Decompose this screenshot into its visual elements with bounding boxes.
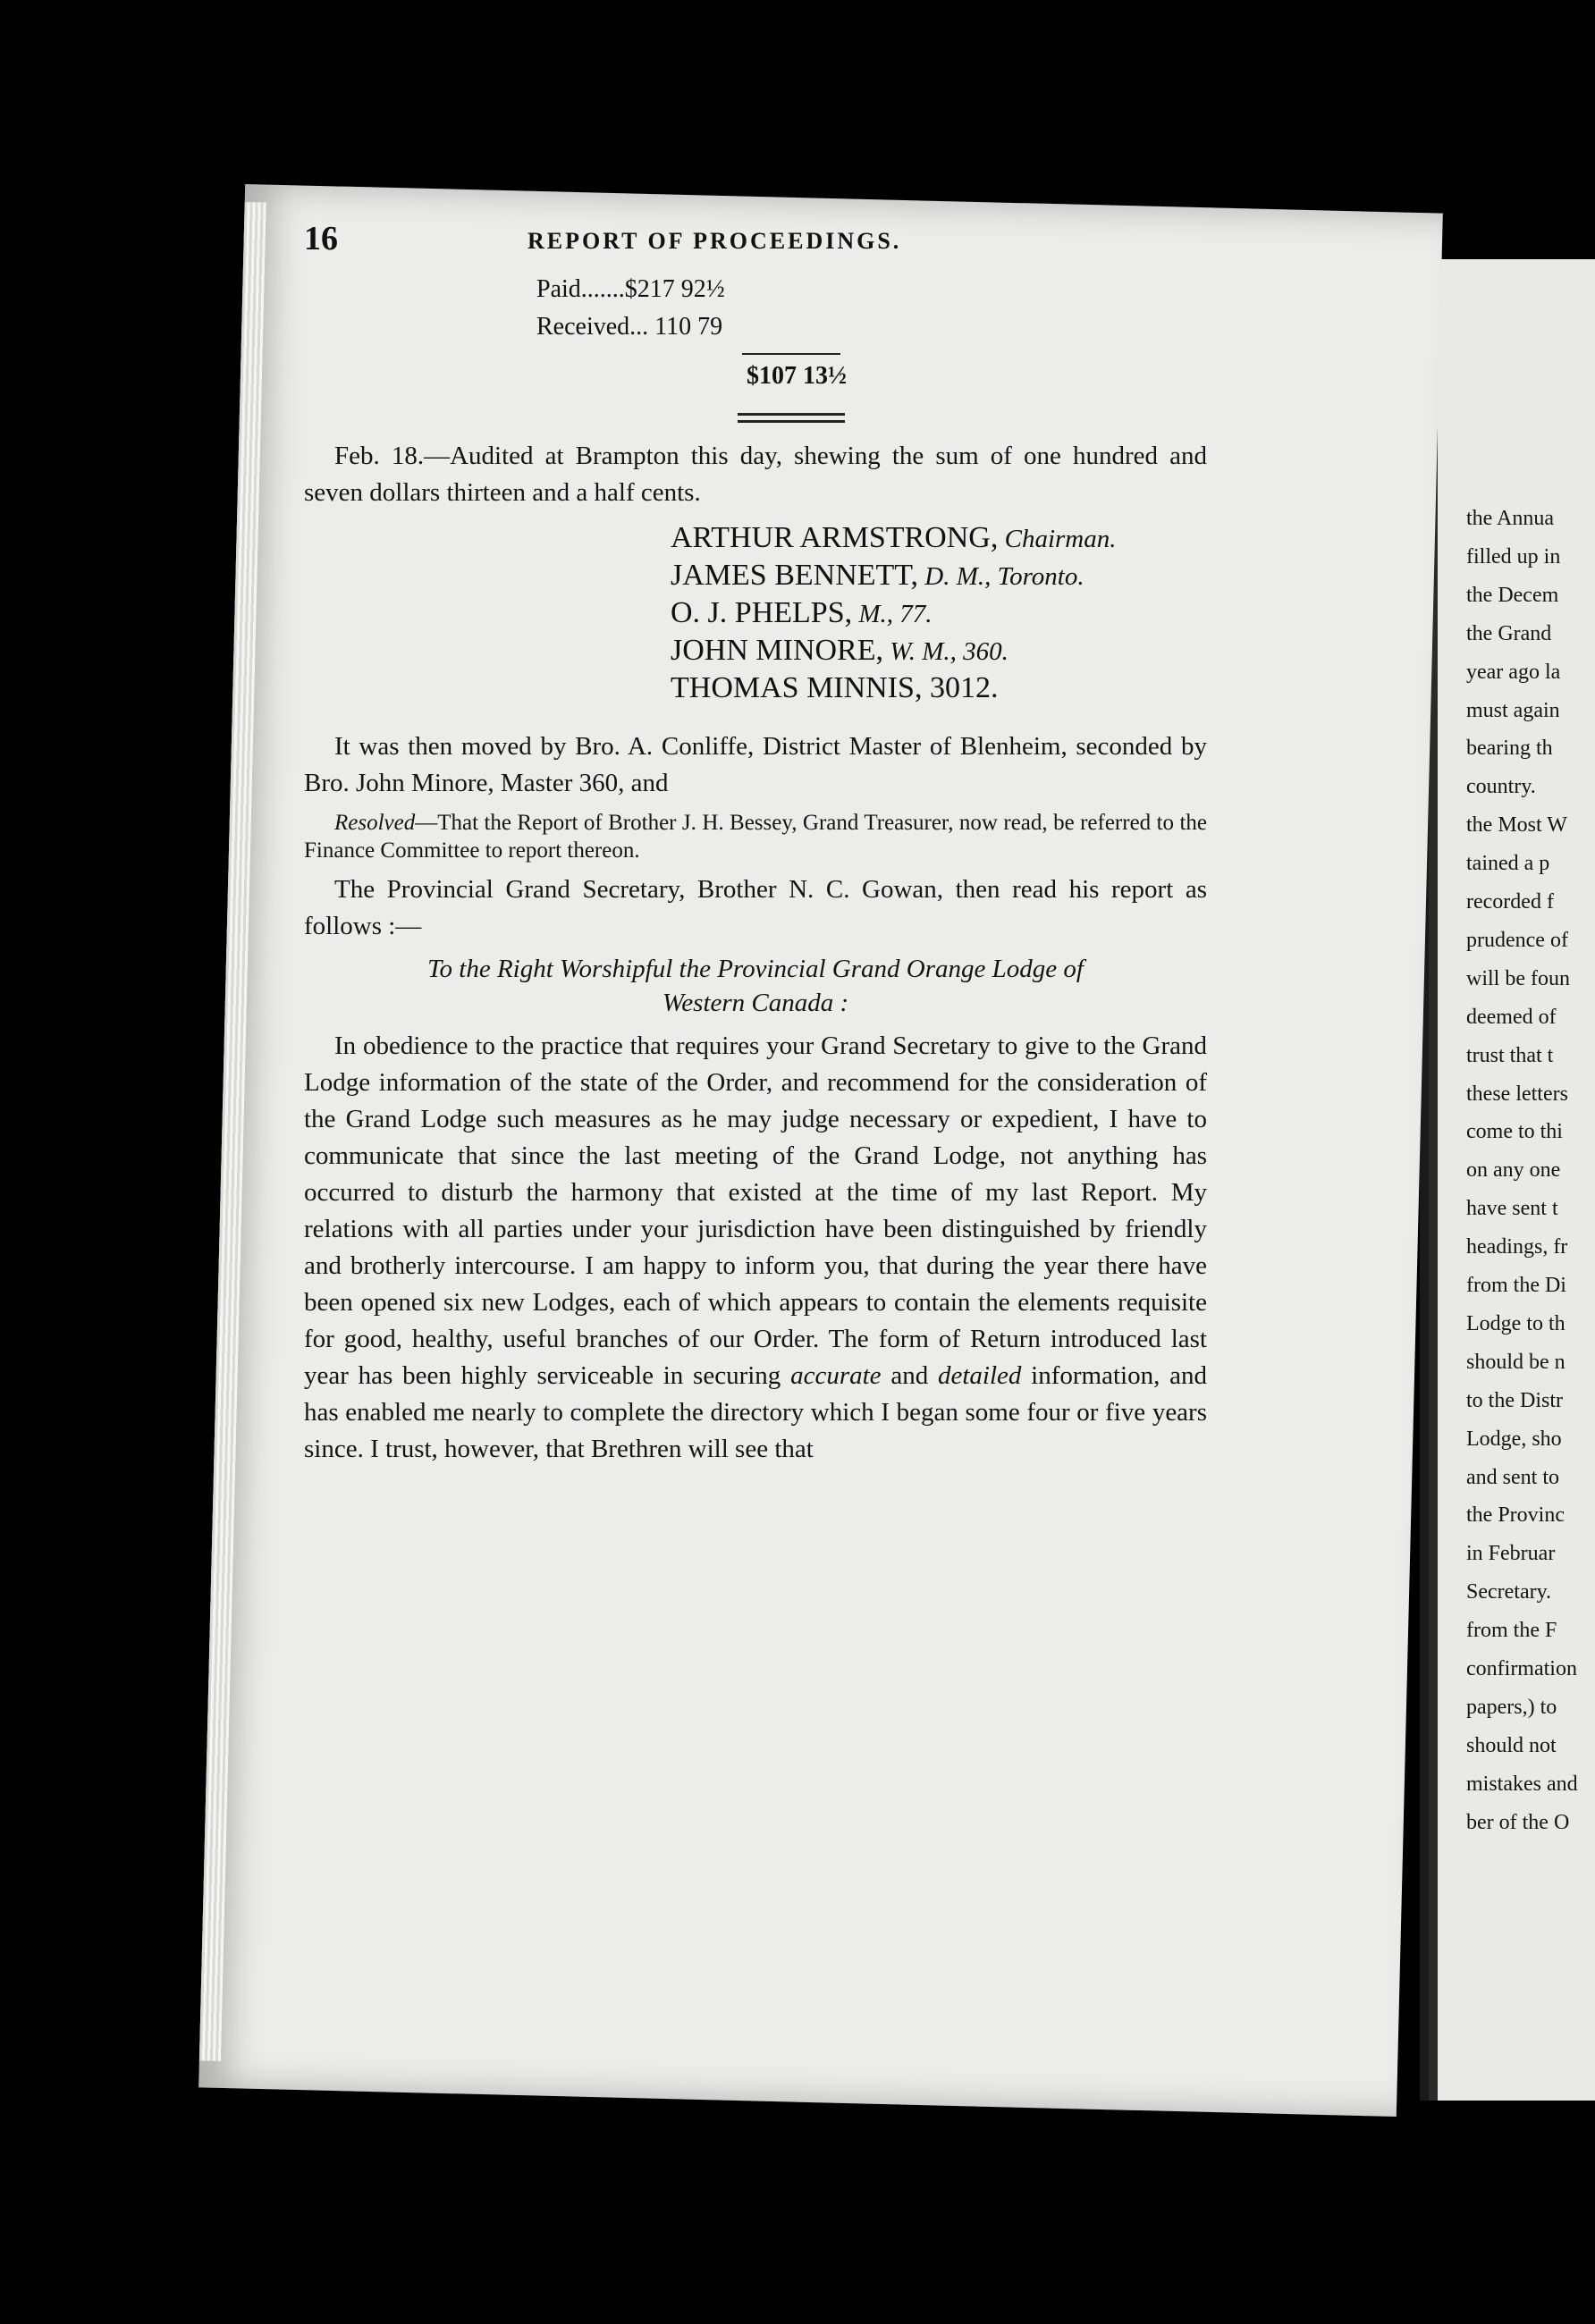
report-paragraph — [304, 1028, 1207, 1468]
signatory — [671, 670, 998, 706]
ledger-rule — [742, 353, 840, 355]
right-page-line: confirmation — [1466, 1657, 1577, 1680]
right-page-line: must again — [1466, 698, 1560, 722]
right-page-line: ber of the O — [1466, 1810, 1570, 1834]
secretary-paragraph: The Provincial Grand Secretary, Brother N. C. Gowan, then read his report as follows :— — [304, 875, 1207, 940]
report-emphasis: accurate — [790, 1361, 882, 1390]
address-line: Western Canada : — [662, 989, 849, 1017]
report-emphasis: detailed — [937, 1361, 1022, 1390]
ledger-balance: $107 13½ — [747, 362, 847, 390]
resolved-label: Resolved — [334, 811, 416, 835]
right-page-line: Lodge, sho — [1466, 1427, 1562, 1451]
right-page-line: trust that t — [1466, 1043, 1554, 1067]
resolved-text: —That the Report of Brother J. H. Bessey, Grand Treasurer, now read, be referred to the Finance Committee to report thereon. — [304, 811, 1207, 863]
right-page-line: year ago la — [1466, 660, 1561, 684]
signatory — [671, 633, 1008, 669]
audit-paragraph: Feb. 18.—Audited at Brampton this day, shewing the sum of one hundred and seven dollars thirteen and a half cents. — [304, 442, 1207, 507]
ledger-paid: Paid.......$217 92½ — [536, 275, 725, 303]
right-page-line: recorded f — [1466, 890, 1554, 914]
right-page-line: tained a p — [1466, 852, 1550, 876]
right-page-line: papers,) to — [1466, 1695, 1557, 1719]
signatory-name: JOHN MINORE, — [671, 634, 883, 667]
signatory-title: Chairman. — [998, 525, 1117, 553]
signatory-title: W. M., 360. — [883, 637, 1008, 666]
right-page-line: country. — [1466, 775, 1536, 799]
address-line: To the Right Worshipful the Provincial Grand Orange Lodge of — [427, 955, 1084, 983]
signatory-title: 3012. — [922, 671, 999, 704]
motion-paragraph: It was then moved by Bro. A. Conliffe, District Master of Blenheim, seconded by Bro. John Minore, Master 360, and — [304, 732, 1207, 797]
right-page-line: should not — [1466, 1733, 1557, 1757]
right-page-line: Secretary. — [1466, 1580, 1552, 1604]
right-page-line: from the Di — [1466, 1274, 1566, 1297]
signatory-title: M., 77. — [852, 600, 933, 628]
right-page-line: headings, fr — [1466, 1235, 1568, 1259]
right-page-line: come to thi — [1466, 1120, 1563, 1144]
right-page-line: the Decem — [1466, 583, 1559, 607]
right-page-line: the Provinc — [1466, 1503, 1565, 1528]
right-page-line: prudence of — [1466, 928, 1568, 952]
signatory — [671, 520, 1117, 557]
report-text: and — [881, 1361, 938, 1390]
signatory-name: THOMAS MINNIS, — [671, 671, 923, 704]
right-page-line: deemed of — [1466, 1005, 1557, 1029]
signatory-name: O. J. PHELPS, — [671, 596, 853, 629]
report-text: In obedience to the practice that requires your Grand Secretary to give to the Grand Lodge information of the state of the Order, and recommend for the consideration of the Grand Lodge such measures as he may judge necessary or expedient, I have to communicate that since the last meeting of the Grand Lodge, not anything has occurred to disturb the harmony that existed at the time of my last Report. My relations with all parties under your jurisdiction have been distinguished by friendly and brotherly intercourse. I am happy to inform you, that during the year there have been opened six new Lodges, each of which appears to contain the elements requisite for good, healthy, useful branches of our Order. The form of Return introduced last year has been highly serviceable in securing — [304, 1031, 1207, 1390]
right-page-line: these letters — [1466, 1082, 1568, 1106]
right-page-line: on any one — [1466, 1158, 1561, 1183]
ledger-double-rule — [738, 420, 845, 423]
right-page-line: the Grand — [1466, 621, 1552, 645]
signatory — [671, 595, 933, 632]
right-page-line: the Annua — [1466, 507, 1554, 530]
right-page-line: from the F — [1466, 1619, 1557, 1643]
ledger-received: Received... 110 79 — [536, 313, 723, 341]
report-text: information, and has enabled me nearly to complete the directory which I began some four or five years since. I trust, however, that Brethren will see that — [304, 1361, 1207, 1463]
right-page-line: in Februar — [1466, 1542, 1556, 1566]
signatory-name: JAMES BENNETT, — [671, 559, 919, 592]
signatory-title: D. M., Toronto. — [918, 562, 1084, 591]
right-page-line: will be foun — [1466, 966, 1570, 990]
right-page-line: to the Distr — [1466, 1388, 1563, 1412]
signatory — [671, 558, 1084, 594]
signatory-name: ARTHUR ARMSTRONG, — [671, 521, 999, 554]
running-head: REPORT OF PROCEEDINGS. — [527, 228, 902, 254]
page-edges — [199, 202, 266, 2061]
right-page-line: filled up in — [1466, 544, 1561, 568]
resolved-paragraph — [304, 809, 1207, 864]
right-page-line: should be n — [1466, 1350, 1565, 1374]
right-page-line: Lodge to th — [1466, 1311, 1565, 1335]
address-heading — [304, 952, 1207, 1020]
right-page-line: have sent t — [1466, 1197, 1558, 1221]
ledger-double-rule — [738, 413, 845, 416]
page-number: 16 — [304, 220, 338, 257]
right-page-line: mistakes and — [1466, 1772, 1578, 1796]
right-page-line: and sent to — [1466, 1465, 1559, 1489]
right-page-line: the Most W — [1466, 813, 1567, 838]
right-page-line: bearing th — [1466, 737, 1553, 761]
